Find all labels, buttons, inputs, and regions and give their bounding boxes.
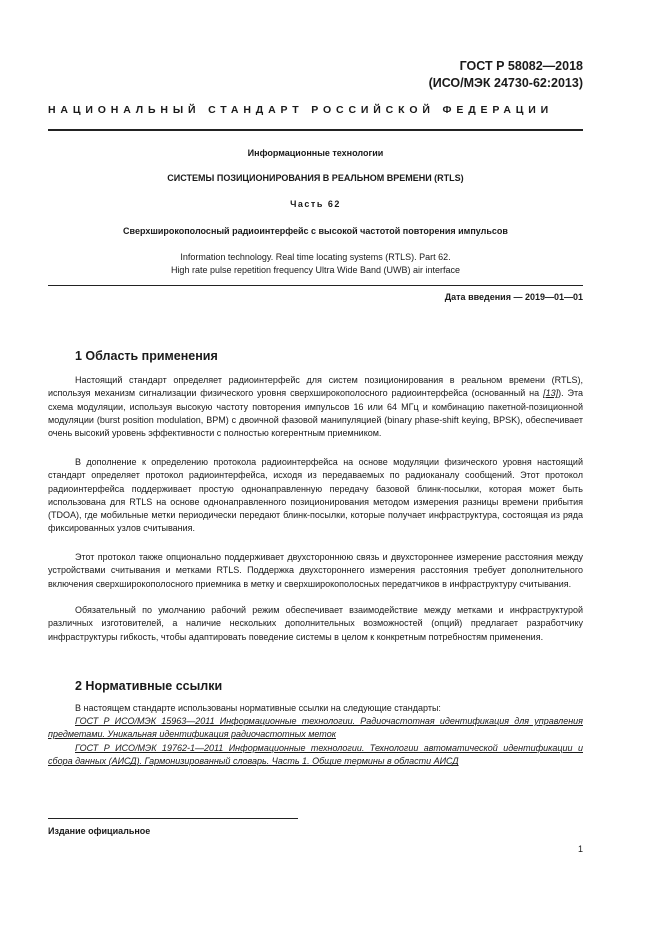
part-title: Часть 62 [290,199,341,209]
english-title-line2: High rate pulse repetition frequency Ultra Wide Band (UWB) air interface [170,265,461,275]
section-2-heading: 2 Нормативные ссылки [75,679,223,693]
bibliography-reference-link[interactable]: [13] [543,388,559,399]
english-title [48,251,583,277]
title-rule [48,285,583,286]
standard-code-block [429,58,583,92]
section-1-paragraph-2: В дополнение к определению протокола радиоинтерфейса на основе модуляции физического уровня настоящий стандарт определяет протокол радиоинтерфейса, исходя из передаваемых по радиоканалу сообщений. Этот протокол радиоинтерфейса поддерживает простую однонаправленную передачу базовой блинк-посылки, которая может быть использована для RTLS на основе однонаправленного позиционирования методом измерения разницы времени прибытия (TDOA), где мобильные метки периодически передают блинк-посылки, которые получает инфраструктура, состоящая из ряда фиксированных узлов считывания. [48,457,583,534]
section-1-paragraph-4: Обязательный по умолчанию рабочий режим обеспечивает взаимодействие между метками и инфраструктурой различных изготовителей, а наличие нескольких дополнительных возможностей (опций) предлагает разработчику инфраструктуры гибкость, чтобы адаптировать поведение системы в целом к конкретным потребностям применения. [48,605,583,642]
iso-code: (ИСО/МЭК 24730-62:2013) [428,76,583,90]
section-2-intro: В настоящем стандарте использованы нормативные ссылки на следующие стандарты: [75,703,441,713]
header-rule [48,129,583,131]
normative-reference-2[interactable]: ГОСТ Р ИСО/МЭК 19762-1—2011 Информационные технологии. Технологии автоматической идентификации и сбора данных (АИСД). Гармонизированный словарь. Часть 1. Общие термины в области АИСД [48,743,583,767]
national-standard-title: НАЦИОНАЛЬНЫЙ СТАНДАРТ РОССИЙСКОЙ ФЕДЕРАЦИИ [48,104,554,116]
system-title: СИСТЕМЫ ПОЗИЦИОНИРОВАНИЯ В РЕАЛЬНОМ ВРЕМЕНИ (RTLS) [167,173,464,183]
standard-code: ГОСТ Р 58082—2018 [459,59,583,73]
section-1-paragraph-1 [48,374,583,440]
page-number: 1 [577,844,583,854]
footer-rule [48,818,298,819]
section-1-heading: 1 Область применения [75,349,218,363]
normative-reference-1[interactable]: ГОСТ Р ИСО/МЭК 15963—2011 Информационные технологии. Радиочастотная идентификация для управления предметами. Уникальная идентификация радиочастотных меток [48,716,583,740]
paragraph-text: ). Эта схема модуляции, используя высокую частоту повторения импульсов 16 или 64 МГц и комбинацию пакетной-позиционной модуляции (burst position modulation, BPM) с двоичной фазовой манипуляцией (binary phase-shift keying, BPSK), обеспечивает очень высокий уровень эффективности с полностью когерентным приемником. [48,388,583,439]
subtitle: Сверхширокополосный радиоинтерфейс с высокой частотой повторения импульсов [123,226,508,236]
paragraph-text: Настоящий стандарт определяет радиоинтерфейс для систем позиционирования в реальном времени (RTLS), используя механизм сигнализации физического уровня сверхширокополосного радиоинтерфейса (основанный на [48,375,583,399]
english-title-line1: Information technology. Real time locating systems (RTLS). Part 62. [180,252,451,262]
official-edition-label: Издание официальное [48,826,151,836]
introduction-date: Дата введения — 2019—01—01 [444,292,583,302]
topic-title: Информационные технологии [247,148,384,158]
section-1-paragraph-3: Этот протокол также опционально поддерживает двухстороннюю связь и двухстороннее измерение расстояния между устройствами считывания и метками RTLS. Поддержка двухстороннего измерения расстояния требует дополнительного включения сверхширокополосного приемника в метку и сверхширокополосных передатчиков в инфраструктуру считывания. [48,552,583,589]
